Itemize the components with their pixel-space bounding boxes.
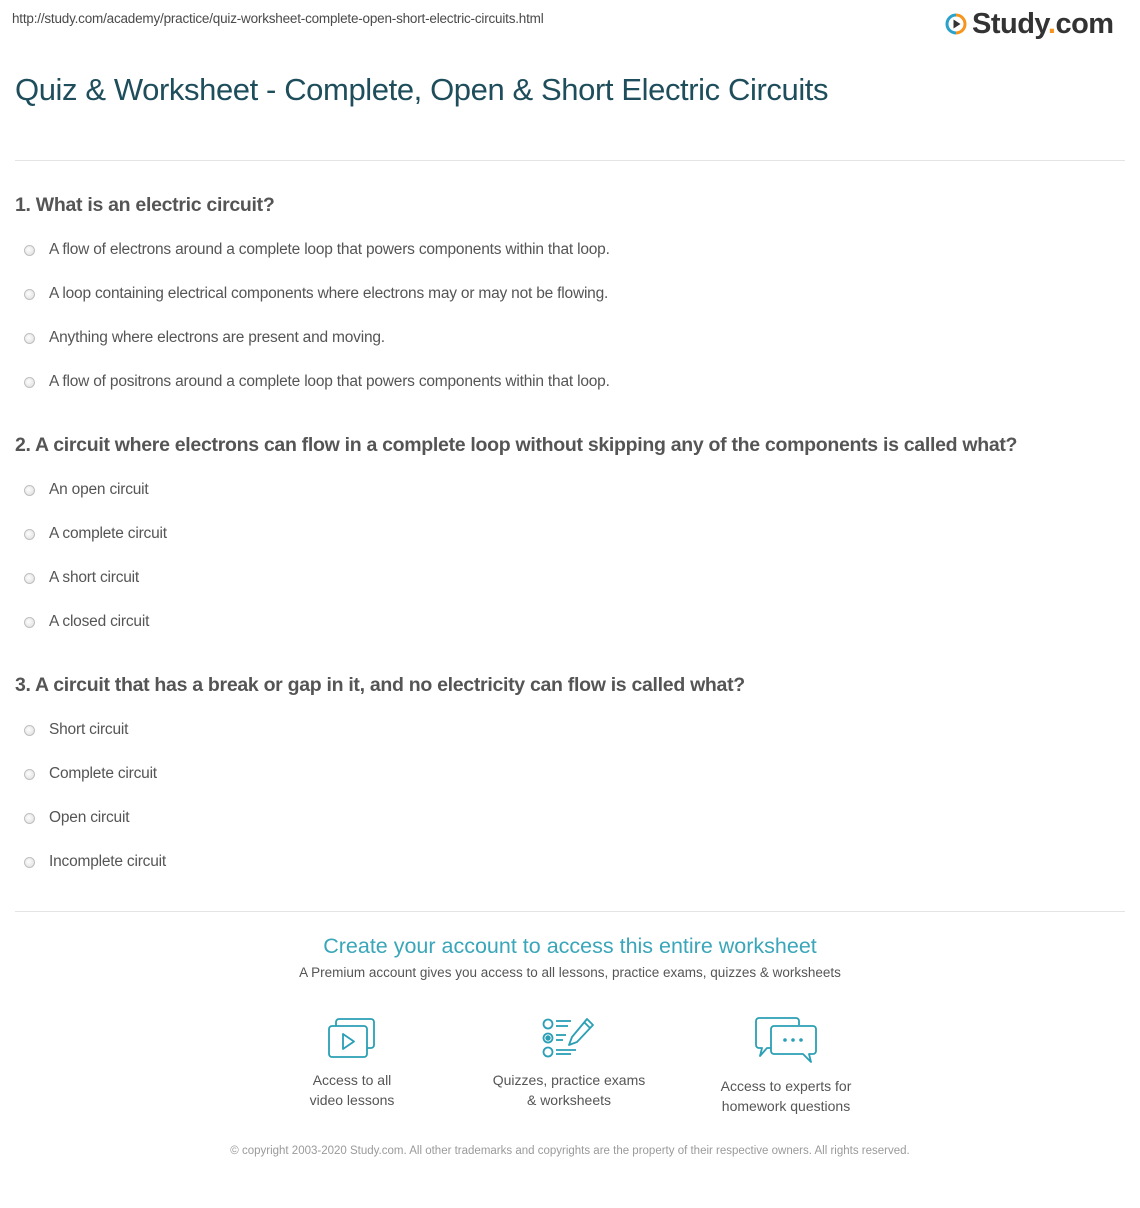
radio-button[interactable] (24, 245, 35, 256)
radio-button[interactable] (24, 289, 35, 300)
question-text: 2. A circuit where electrons can flow in a complete loop without skipping any of the components is called what? (15, 434, 1018, 456)
radio-button[interactable] (24, 485, 35, 496)
copyright-notice: © copyright 2003-2020 Study.com. All other trademarks and copyrights are the property of their respective owners. All rights reserved. (230, 1145, 910, 1157)
answer-choice[interactable]: A flow of positrons around a complete loop that powers components within that loop. (15, 360, 610, 404)
question-3 (15, 674, 745, 884)
page-url: http://study.com/academy/practice/quiz-worksheet-complete-open-short-electric-circuits.html (12, 11, 544, 26)
feature-experts (686, 1016, 886, 1116)
answer-choice[interactable]: Anything where electrons are present and moving. (15, 316, 610, 360)
radio-button[interactable] (24, 617, 35, 628)
radio-button[interactable] (24, 725, 35, 736)
radio-button[interactable] (24, 857, 35, 868)
radio-button[interactable] (24, 813, 35, 824)
feature-label: Access to experts for homework questions (720, 1078, 852, 1114)
feature-quizzes (469, 1016, 669, 1110)
study-logo[interactable] (945, 6, 1114, 42)
quiz-checklist-icon (541, 1016, 597, 1060)
chat-bubbles-icon (754, 1016, 818, 1066)
feature-video-lessons (252, 1016, 452, 1110)
answer-choice[interactable]: A closed circuit (15, 600, 1017, 644)
radio-button[interactable] (24, 769, 35, 780)
answer-choice[interactable]: A short circuit (15, 556, 1017, 600)
answer-choice[interactable]: Short circuit (15, 708, 745, 752)
answer-choice[interactable]: A flow of electrons around a complete loop that powers components within that loop. (15, 228, 610, 272)
create-account-link[interactable]: Create your account to access this entire worksheet (323, 934, 817, 958)
answer-choice[interactable]: Open circuit (15, 796, 745, 840)
radio-button[interactable] (24, 573, 35, 584)
title-divider (15, 160, 1125, 161)
question-1 (15, 194, 610, 404)
answer-choice[interactable]: Incomplete circuit (15, 840, 745, 884)
radio-button[interactable] (24, 529, 35, 540)
radio-button[interactable] (24, 333, 35, 344)
answer-choice[interactable]: A loop containing electrical components where electrons may or may not be flowing. (15, 272, 610, 316)
question-text: 1. What is an electric circuit? (15, 194, 275, 216)
play-circle-icon (945, 13, 967, 35)
answer-choice[interactable]: An open circuit (15, 468, 1017, 512)
cta-divider (15, 911, 1125, 912)
question-2 (15, 434, 1017, 644)
answer-choice[interactable]: Complete circuit (15, 752, 745, 796)
feature-label: Access to all video lessons (309, 1072, 395, 1108)
radio-button[interactable] (24, 377, 35, 388)
video-lessons-icon (326, 1016, 378, 1060)
page-title: Quiz & Worksheet - Complete, Open & Short Electric Circuits (15, 72, 829, 107)
answer-choice[interactable]: A complete circuit (15, 512, 1017, 556)
question-text: 3. A circuit that has a break or gap in it, and no electricity can flow is called what? (15, 674, 745, 696)
logo-wordmark: Study.com (972, 8, 1114, 40)
premium-description: A Premium account gives you access to all lessons, practice exams, quizzes & worksheets (299, 965, 841, 980)
feature-label: Quizzes, practice exams & worksheets (492, 1072, 646, 1108)
